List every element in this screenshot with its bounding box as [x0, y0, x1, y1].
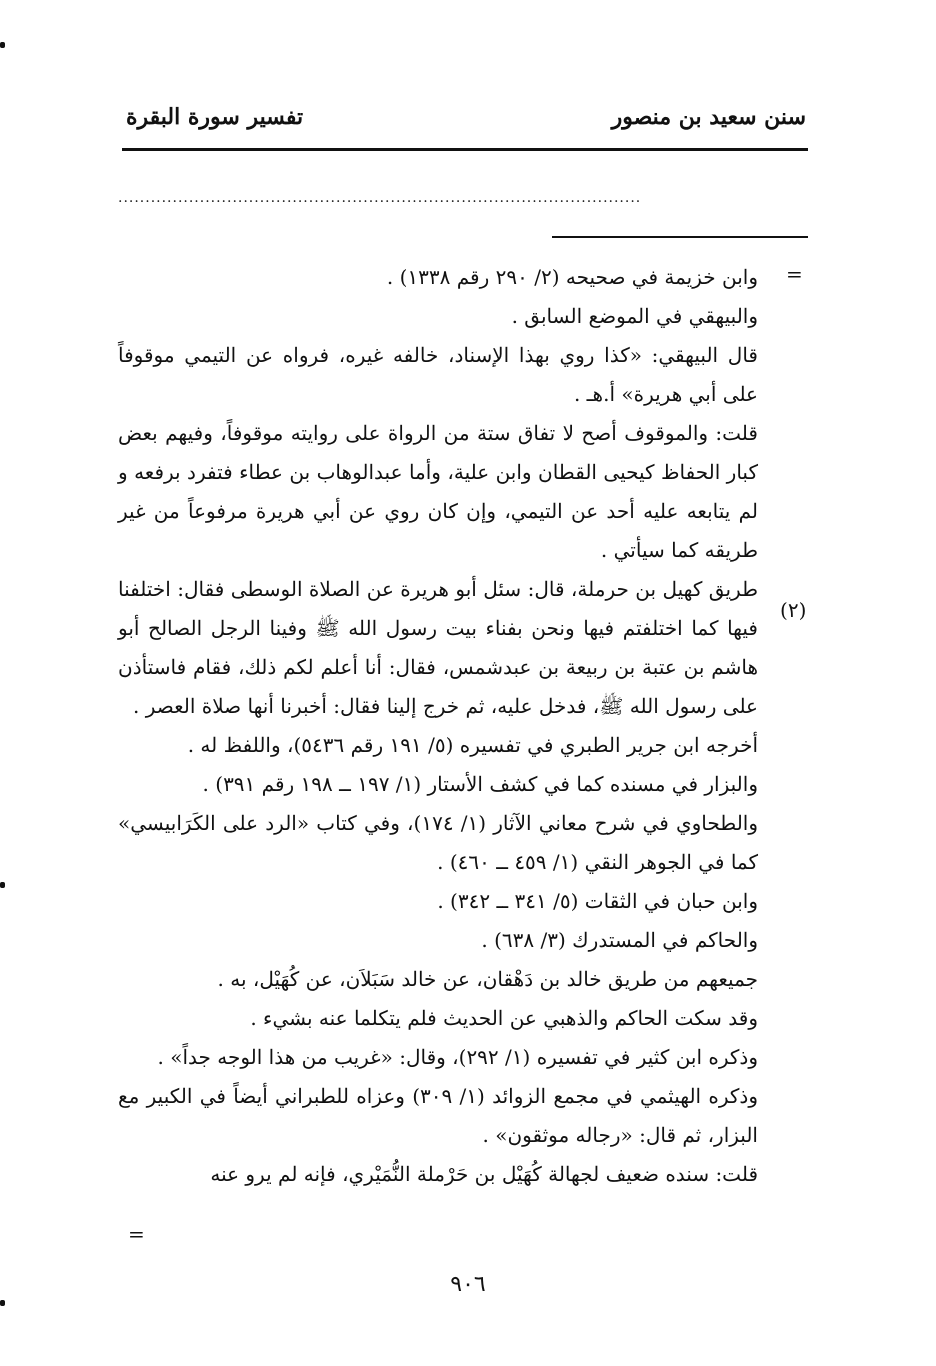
continuation-marker-top: = — [786, 262, 803, 286]
continuation-marker-bottom: = — [128, 1222, 145, 1246]
footnote-rule — [552, 236, 808, 238]
paragraph-14: وذكره الهيثمي في مجمع الزوائد (١/ ٣٠٩) وعزاه للطبراني أيضاً في الكبير مع البزار، ثم قال: «رجاله موثقون» . — [118, 1084, 758, 1147]
header-rule — [122, 148, 808, 151]
paragraph-15: قلت: سنده ضعيف لجهالة كُهَيْل بن حَرْملة النُّمَيْري، فإنه لم يرو عنه — [210, 1162, 758, 1186]
paragraph-7: والبزار في مسنده كما في كشف الأستار (١/ ١٩٧ ــ ١٩٨ رقم ٣٩١) . — [202, 772, 758, 796]
paragraph-2: والبيهقي في الموضع السابق . — [511, 304, 758, 328]
paragraph-10: والحاكم في المستدرك (٣/ ٦٣٨) . — [481, 928, 758, 952]
paragraph-8: والطحاوي في شرح معاني الآثار (١/ ١٧٤)، وفي كتاب «الرد على الكَرَابيسي» كما في الجوهر النقي (١/ ٤٥٩ ــ ٤٦٠) . — [118, 811, 759, 874]
paragraph-12: وقد سكت الحاكم والذهبي عن الحديث فلم يتكلما عنه بشيء . — [250, 1006, 758, 1030]
paragraph-4: قلت: والموقوف أصح لا تفاق ستة من الرواة على روايته موقوفاً، وفيهم بعض كبار الحفاظ كيحيى القطان وابن علية، وأما عبدالوهاب بن عطاء فتفرد برفعه و لم يتابعه عليه أحد عن التيمي، وإن كان روي عن أبي هريرة مرفوعاً من غير طريقه كما سيأتي . — [118, 421, 758, 562]
paragraph-1: وابن خزيمة في صحيحه (٢/ ٢٩٠ رقم ١٣٣٨) . — [386, 265, 758, 289]
book-title: سنن سعيد بن منصور — [611, 104, 806, 130]
footnote-body — [118, 258, 758, 1194]
scan-mark — [0, 1300, 5, 1306]
paragraph-11: جميعهم من طريق خالد بن دَهْقان، عن خالد سَبَلاَن، عن كُهَيْل، به . — [217, 967, 758, 991]
paragraph-3: قال البيهقي: «كذا روي بهذا الإسناد، خالفه غيره، فرواه عن التيمي موقوفاً على أبي هريرة» أ.هـ . — [118, 343, 758, 406]
scan-mark — [0, 42, 5, 48]
scan-mark — [0, 882, 5, 888]
paragraph-9: وابن حبان في الثقات (٥/ ٣٤١ ــ ٣٤٢) . — [437, 889, 758, 913]
paragraph-6: أخرجه ابن جرير الطبري في تفسيره (٥/ ١٩١ رقم ٥٤٣٦)، واللفظ له . — [187, 733, 758, 757]
section-title: تفسير سورة البقرة — [126, 104, 304, 130]
paragraph-13: وذكره ابن كثير في تفسيره (١/ ٢٩٢)، وقال: «غريب من هذا الوجه جداً» . — [157, 1045, 758, 1069]
dotted-separator: ................................................................................................ — [118, 190, 642, 204]
footnote-number: (٢) — [780, 598, 807, 622]
paragraph-5: طريق كهيل بن حرملة، قال: سئل أبو هريرة عن الصلاة الوسطى فقال: اختلفنا فيها كما اختلفتم فيها ونحن بفناء بيت رسول الله ﷺ وفينا الرجل الصالح أبو هاشم بن عتبة بن ربيعة بن عبدشمس، فقال: أنا أعلم لكم ذلك، فقام فاستأذن على رسول الله ﷺ، فدخل عليه، ثم خرج إلينا فقال: أخبرنا أنها صلاة العصر . — [118, 577, 758, 718]
page-number: ٩٠٦ — [450, 1272, 486, 1297]
